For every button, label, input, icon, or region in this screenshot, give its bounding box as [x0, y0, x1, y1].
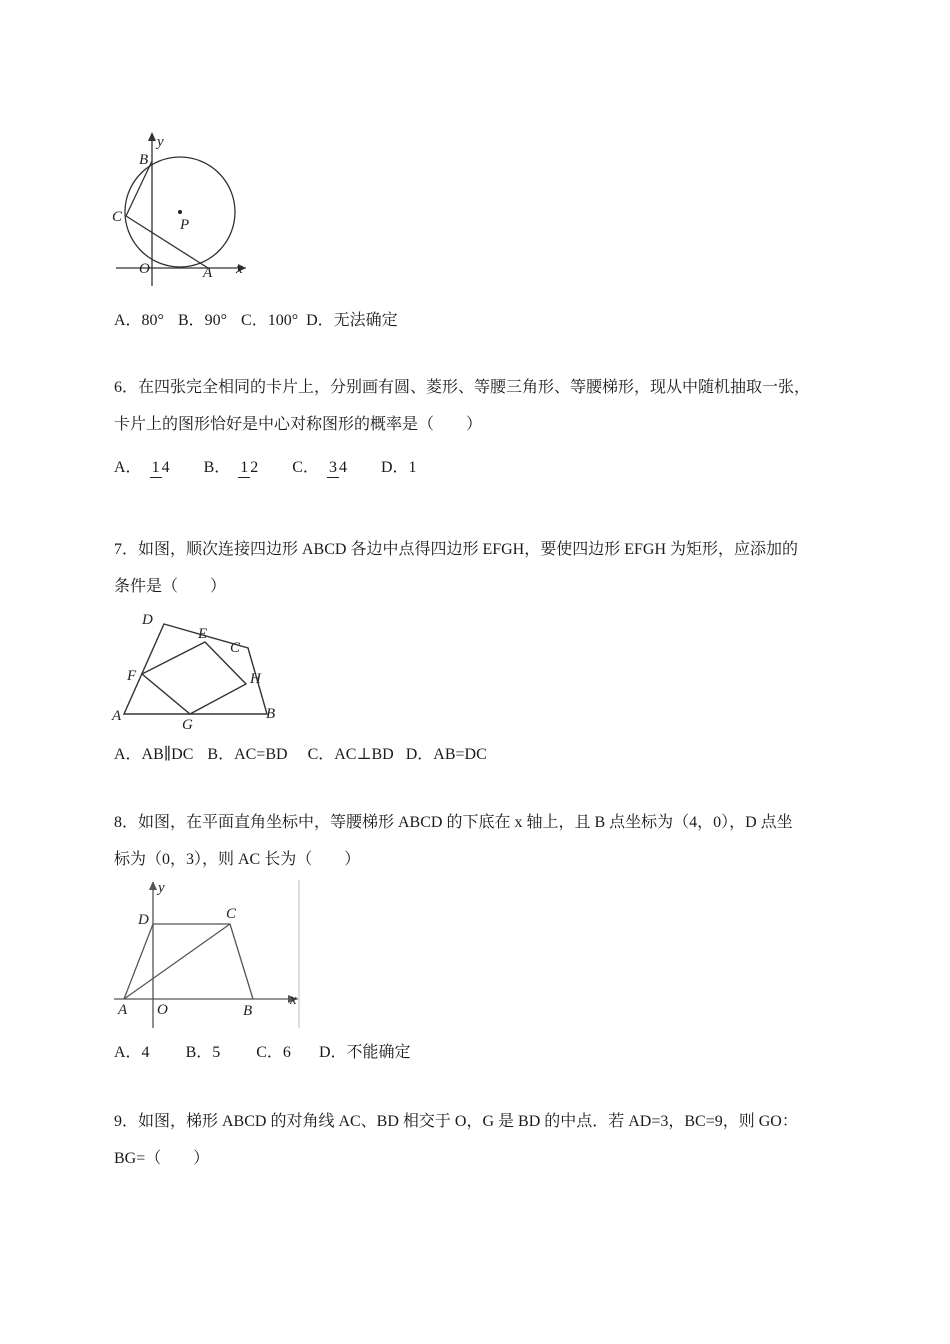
label-a: A [203, 265, 213, 281]
label-b: B [266, 706, 276, 722]
option-c[interactable]: C．6 [256, 1044, 291, 1061]
q5-figure [108, 128, 248, 288]
label-f: F [127, 668, 137, 684]
option-d[interactable]: D．无法确定 [306, 312, 398, 329]
q7-text-line1: 7．如图，顺次连接四边形 ABCD 各边中点得四边形 EFGH，要使四边形 EFGH 为矩形，应添加的 [114, 541, 799, 558]
label-e: E [198, 626, 208, 642]
q9-text-line2: BG=（ ） [114, 1150, 210, 1167]
label-d: D [142, 612, 153, 628]
label-a: A [112, 708, 122, 724]
denominator: 4 [338, 458, 347, 476]
label-x: x [236, 261, 243, 277]
label-h: H [250, 671, 261, 687]
option-a[interactable]: A．AB∥DC [114, 746, 194, 763]
label-p: P [180, 217, 190, 233]
fraction [327, 459, 347, 478]
label-c: C [226, 906, 237, 922]
q8-options [114, 1043, 411, 1063]
option-letter: B． [203, 459, 231, 476]
option-a[interactable]: A．80° [114, 312, 164, 329]
option-b[interactable]: B．90° [177, 312, 228, 329]
option-d[interactable]: D．AB=DC [405, 746, 487, 763]
q6-text-line1: 6．在四张完全相同的卡片上，分别画有圆、菱形、等腰三角形、等腰梯形，现从中随机抽取一张， [114, 379, 811, 396]
q5-options [114, 311, 398, 331]
label-d: D [138, 912, 149, 928]
label-b: B [243, 1003, 253, 1019]
option-c[interactable]: C．100° [241, 312, 299, 329]
option-d[interactable]: D．1 [380, 459, 417, 476]
denominator: 4 [161, 458, 170, 476]
label-x: x [290, 992, 297, 1008]
numerator: 1 [151, 458, 160, 476]
numerator: 3 [328, 458, 337, 476]
label-a: A [118, 1002, 128, 1018]
option-b[interactable]: B．5 [185, 1044, 221, 1061]
q8-text-line1: 8．如图，在平面直角坐标中，等腰梯形 ABCD 的下底在 x 轴上，且 B 点坐标为（4，0），D 点坐 [114, 814, 793, 831]
q7-text-line2: 条件是（ ） [114, 578, 227, 595]
q9-text-line1: 9．如图，梯形 ABCD 的对角线 AC、BD 相交于 O，G 是 BD 的中点．若 AD=3，BC=9，则 GO： [114, 1113, 798, 1130]
option-d[interactable]: D．不能确定 [318, 1044, 411, 1061]
option-b[interactable]: B．AC=BD [207, 746, 288, 763]
label-o: O [139, 261, 150, 277]
option-letter: C． [292, 459, 319, 476]
option-a[interactable] [114, 448, 174, 488]
label-b: B [139, 152, 149, 168]
numerator: 1 [240, 458, 249, 476]
label-c: C [230, 640, 241, 656]
label-g: G [182, 717, 193, 730]
label-y: y [157, 134, 164, 150]
q8-figure [108, 878, 302, 1030]
label-y: y [158, 880, 165, 896]
option-c[interactable]: C．AC⊥BD [307, 746, 394, 763]
q7-options [114, 745, 487, 765]
option-c[interactable] [292, 448, 351, 488]
q8-text-line2: 标为（0，3），则 AC 长为（ ） [114, 851, 361, 868]
q6-options [114, 448, 417, 488]
label-o: O [157, 1002, 168, 1018]
label-c: C [112, 209, 123, 225]
q7-figure [108, 608, 280, 730]
fraction [238, 459, 258, 478]
option-letter: A． [114, 459, 142, 476]
denominator: 2 [250, 458, 259, 476]
q6-text-line2: 卡片上的图形恰好是中心对称图形的概率是（ ） [114, 416, 483, 433]
option-b[interactable] [204, 448, 263, 488]
fraction [150, 459, 170, 478]
option-a[interactable]: A．4 [114, 1044, 150, 1061]
